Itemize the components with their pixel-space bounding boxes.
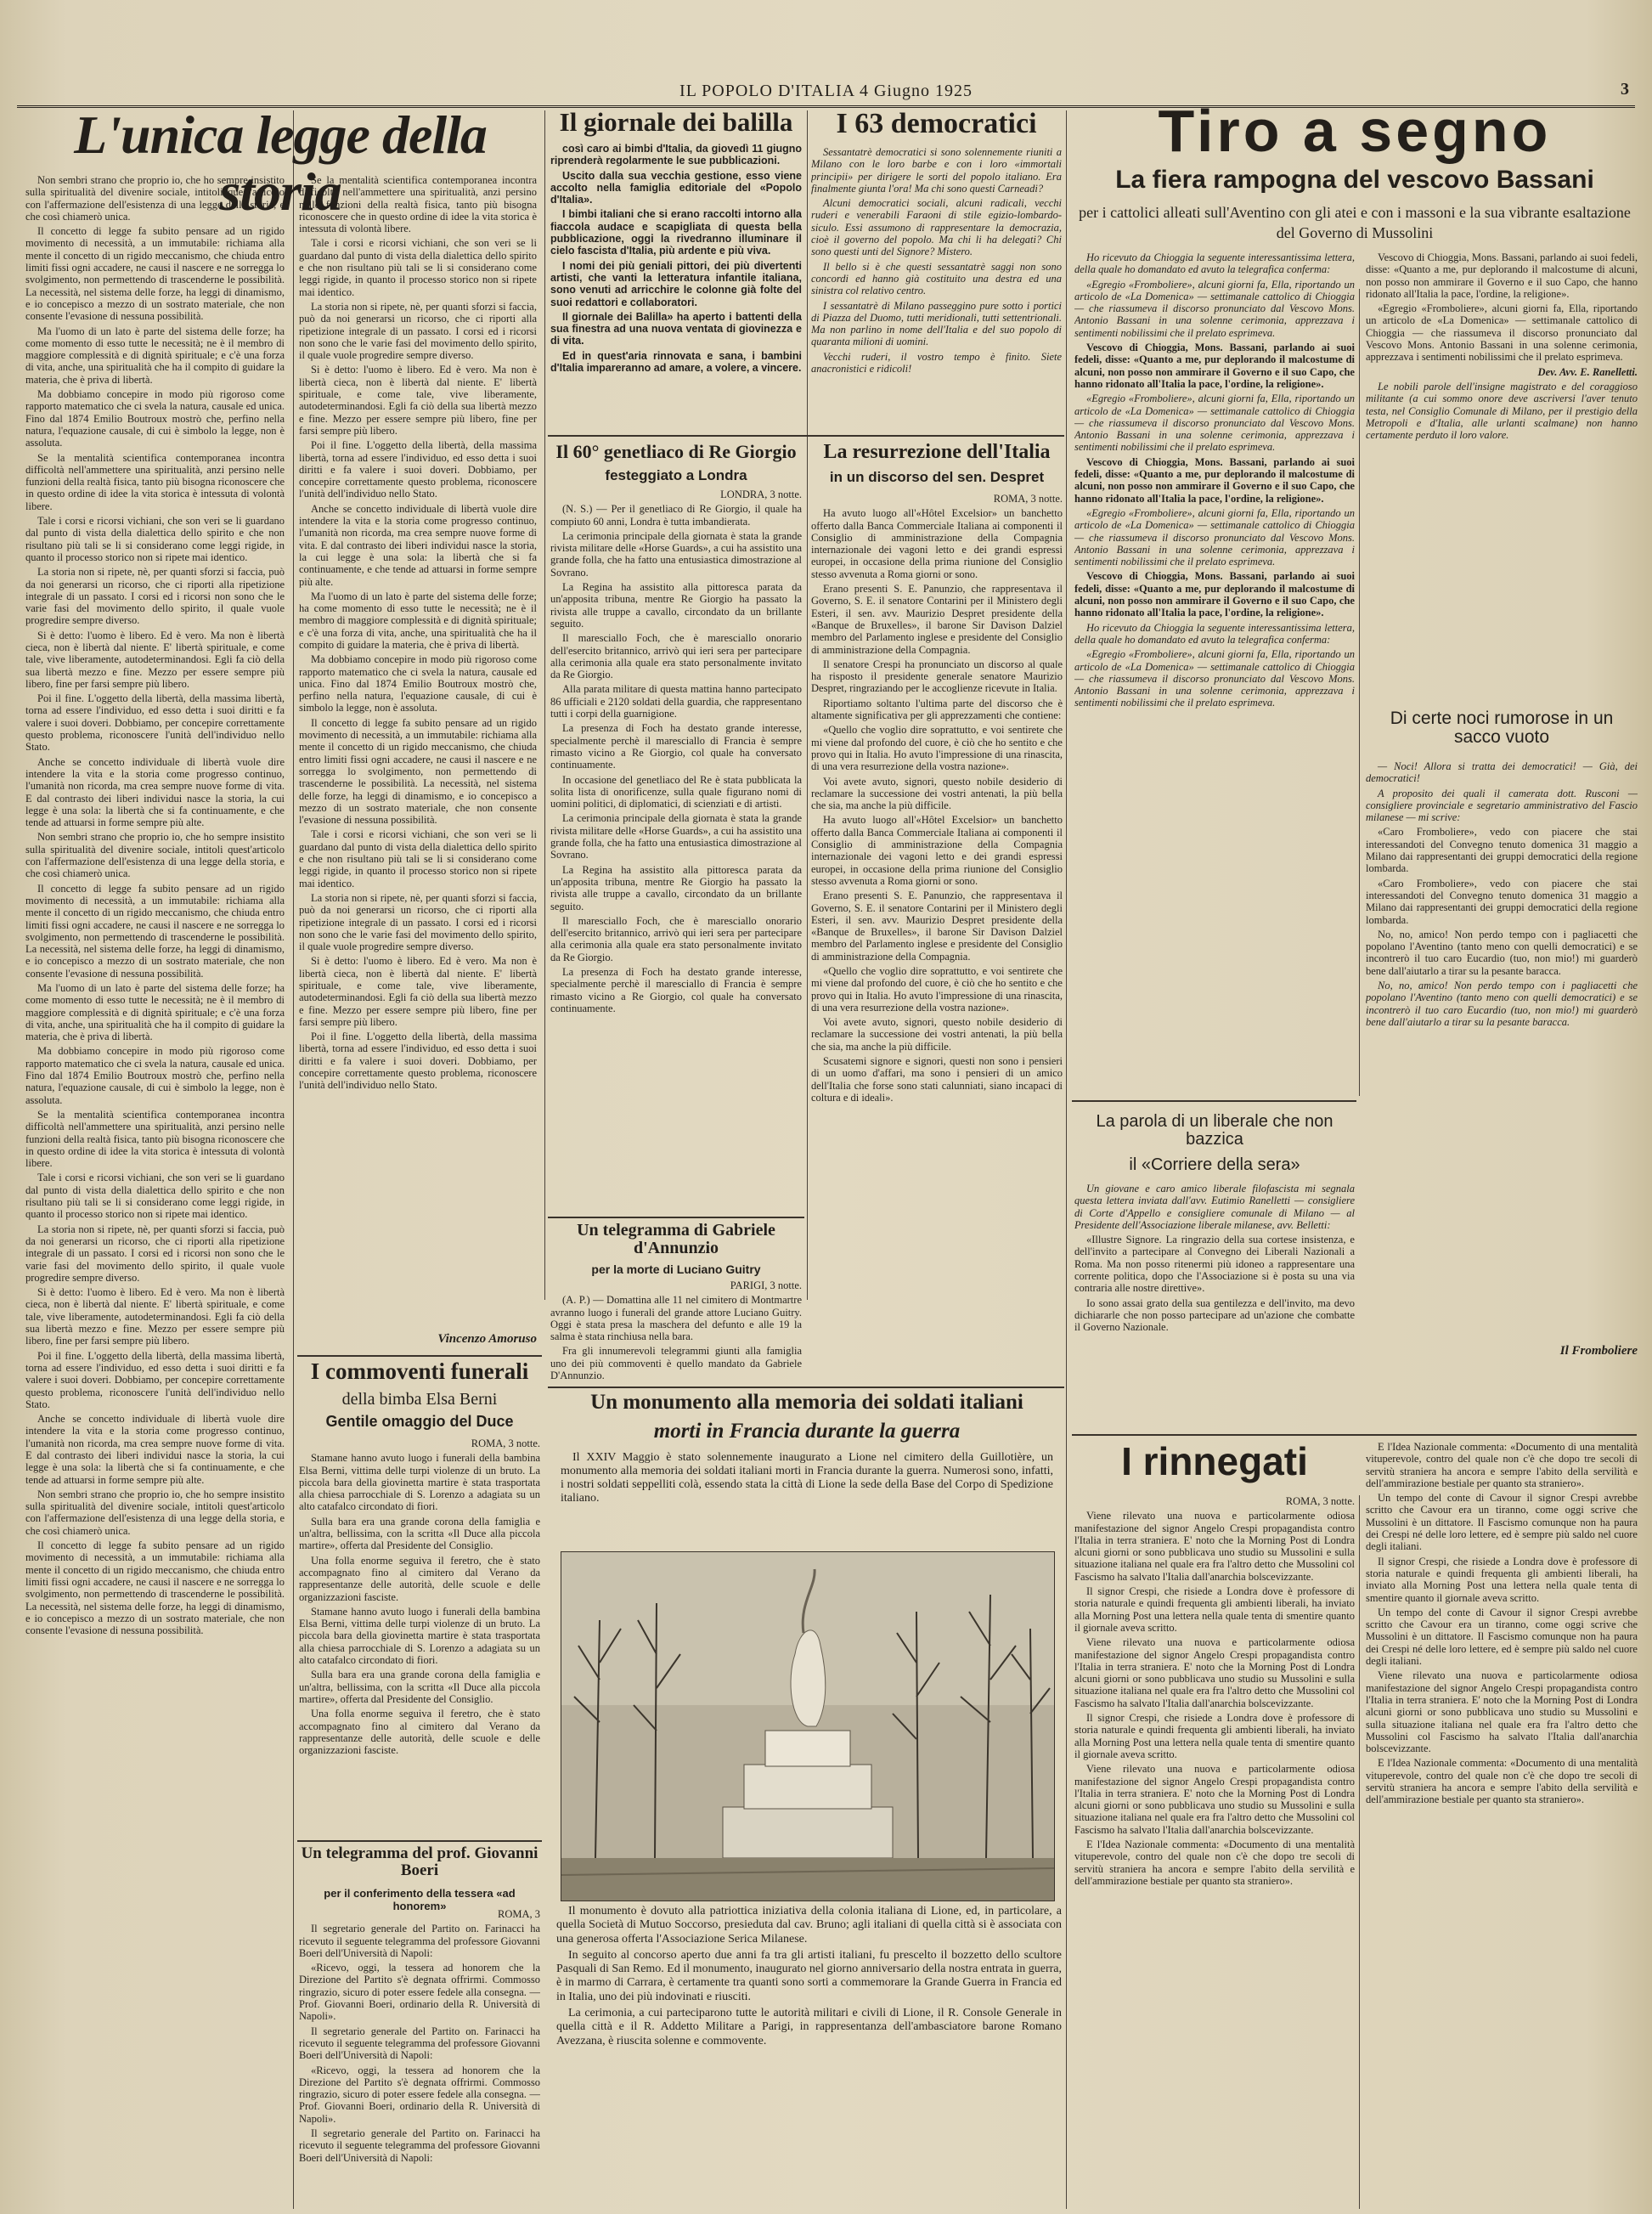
column-rule (1066, 110, 1067, 2209)
section-rule (1072, 1100, 1356, 1102)
article6-subheadline2: per i cattolici alleati sull'Aventino con gli atei e con i massoni e la sua vibrante esaltazione del Governo di Mussolini (1079, 204, 1631, 241)
article6-subheadline: La fiera rampogna del vescovo Bassani (1115, 166, 1594, 194)
article11-body: Il monumento è dovuto alla patriottica iniziativa della colonia italiana di Lione, ed, in particolare, a quella Società di Mutuo Soccorso, presieduta dal cav. Bruno; agli italiani di quella città si è associata con una generosa offerta l'Associazione Serica Milanese. In seguito al concorso aperto due anni fa tra gli artisti italiani, fu prescelto il bozzetto dello scultore Pasquali di San Remo. Ed il monumento, inaugurato nel giorno anniversario della nostra entrata in guerra, è in marmo di Carrara, è certamente tra quanti sono sorti a commemorare la Grande Guerra in Francia ed in Italia, uno dei più indovinati e riusciti. La cerimonia, a cui parteciparono tutte le autorità militari e civili di Lione, il R. Console Generale in quella città e il R. Addetto Militare a Parigi, in rappresentanza dell'ambasciatore barone Romano Avezzana, è riuscita solenne e commovente. (556, 1905, 1062, 2047)
section-rule (297, 1355, 542, 1357)
page-number: 3 (1621, 80, 1630, 99)
article11-subheadline: morti in Francia durante la guerra (653, 1420, 961, 1443)
article7-subheadline2: Gentile omaggio del Duce (325, 1413, 514, 1430)
article5-body: ROMA, 3 notte. Ha avuto luogo all'«Hôtel Excelsior» un banchetto offerto dalla Banca Commerciale Italiana ai componenti il Consiglio di amministrazione della Compagnia internazionale dei vagoni letto e dei grandi espressi europei, in occasione della prima riunione del Consiglio stesso avvenuta a Roma giorni or sono. Erano presenti S. E. Panunzio, che rappresentava il Governo, S. E. il senatore Contarini per il Ministero degli Esteri, il sen. avv. Maurizio Despret presidente della «Banque de Bruxelles», il barone Sir Davison Dalziel membro del Parlamento inglese e presidente del Consiglio di amministrazione della Compagnia. Il senatore Crespi ha pronunciato un discorso al quale ha risposto il presidente generale senatore Maurizio Despret, ringraziando per le accoglienze ricevute in Italia. Riportiamo soltanto l'ultima parte del discorso che è altamente significativa per gli apprezzamenti che contiene: «Quello che voglio dire soprattutto, e voi sentirete che mi viene dal profondo del cuore, è ciò che ho sentito e che provo qui in Italia. Ho avuto l'impressione di una rinascita, di una vera resurrezione della vostra nazione». Voi avete avuto, signori, questo nobile desiderio di reclamare la successione dei vostri antenati, la più bella che sia, ma anche la più difficile. Ha avuto luogo all'«Hôtel Excelsior» un banchetto offerto dalla Banca Commerciale Italiana ai componenti il Consiglio di amministrazione della Compagnia internazionale dei vagoni letto e dei grandi espressi europei, in occasione della prima riunione del Consiglio stesso avvenuta a Roma giorni or sono. Erano presenti S. E. Panunzio, che rappresentava il Governo, S. E. il senatore Contarini per il Ministero degli Esteri, il sen. avv. Maurizio Despret presidente della «Banque de Bruxelles», il barone Sir Davison Dalziel membro del Parlamento inglese e presidente del Consiglio di amministrazione della Compagnia. «Quello che voglio dire soprattutto, e voi sentirete che mi viene dal profondo del cuore, è ciò che ho sentito e che provo qui in Italia. Ho avuto l'impressione di una rinascita, di una vera resurrezione della vostra nazione». Voi avete avuto, signori, questo nobile desiderio di reclamare la successione dei vostri antenati, la più bella che sia, ma anche la più difficile. Scusatemi signore e signori, questi non sono i pensieri di un uomo d'affari, ma sono i pensieri di un amico dell'Italia che forse sono stati calunniati, siano incapaci di coltura e di ideali». (811, 493, 1063, 1104)
section-rule (297, 1840, 542, 1842)
article7-body: ROMA, 3 notte. Stamane hanno avuto luogo i funerali della bambina Elsa Berni, vittima delle turpi violenze di un bruto. La piccola bara della giovinetta martire è stata trasportata alla chiesa parrocchiale di S. Lorenzo a adagiata su un alto catafalco circondato di fiori. Sulla bara era una grande corona della famiglia e un'altra, bellissima, con la scritta «Il Duce alla piccola martire», offerta dal Presidente del Consiglio. Una folla enorme seguiva il feretro, che è stato accompagnato fino al cimitero dal Verano da rappresentanze delle autorità, delle scuole e delle organizzazioni fasciste. Stamane hanno avuto luogo i funerali della bambina Elsa Berni, vittima delle turpi violenze di un bruto. La piccola bara della giovinetta martire è stata trasportata alla chiesa parrocchiale di S. Lorenzo a adagiata su un alto catafalco circondato di fiori. Sulla bara era una grande corona della famiglia e un'altra, bellissima, con la scritta «Il Duce alla piccola martire», offerta dal Presidente del Consiglio. Una folla enorme seguiva il feretro, che è stato accompagnato fino al cimitero dal Verano da rappresentanze delle autorità, delle scuole e delle organizzazioni fasciste. (299, 1437, 540, 1757)
article5-subheadline: in un discorso del sen. Despret (829, 469, 1045, 485)
article3-headline: I 63 democratici (836, 108, 1037, 139)
article12-col2: E l'Idea Nazionale commenta: «Documento di una mentalità vituperevole, contro del quale non c'è che dopo tre secoli di servitù straniera ha ancora e sempre l'abito della servilità e dell'ammirazione bestiale per quanto sta straniero». Un tempo del conte di Cavour il signor Crespi avrebbe scritto che Cavour era un tiranno, come oggi scrive che Mussolini è un dittatore. Il Fascismo comunque non ha paura dei Crespi né delle loro lettere, ed è sempre più saldo nel cuore degli italiani. Il signor Crespi, che risiede a Londra dove è professore di storia naturale e quindi frequenta gli ambienti liberali, ha inviato alla Morning Post una lettera nella quale tenta di smentire quanto il giornale aveva scritto. Un tempo del conte di Cavour il signor Crespi avrebbe scritto che Cavour era un tiranno, come oggi scrive che Mussolini è un dittatore. Il Fascismo comunque non ha paura dei Crespi né delle loro lettere, ed è sempre più saldo nel cuore degli italiani. Viene rilevato una nuova e particolarmente odiosa manifestazione del signor Angelo Crespi propagandista contro l'Italia in terra straniera. E' noto che la Morning Post di Londra alcuni giorni or sono pubblicava uno studio su Mussolini e sulla situazione italiana nel quale era fra l'altro detto che Mussolini col Fascismo ha salvato l'Italia dall'anarchia bolscevizzante. E l'Idea Nazionale commenta: «Documento di una mentalità vituperevole, contro del quale non c'è che dopo tre secoli di servitù straniera ha ancora e sempre l'abito della servilità e dell'ammirazione bestiale per quanto sta straniero». (1366, 1441, 1638, 1806)
article6-signoff1: Dev. Avv. E. Ranelletti. (1537, 365, 1638, 378)
article12-col1: ROMA, 3 notte. Viene rilevato una nuova e particolarmente odiosa manifestazione del signor Angelo Crespi propagandista contro l'Italia in terra straniera. E' noto che la Morning Post di Londra alcuni giorni or sono pubblicava uno studio su Mussolini e sulla situazione italiana nel quale era fra l'altro detto che Mussolini col Fascismo ha salvato l'Italia dall'anarchia bolscevizzante. Il signor Crespi, che risiede a Londra dove è professore di storia naturale e quindi frequenta gli ambienti liberali, ha inviato alla Morning Post una lettera nella quale tenta di smentire quanto il giornale aveva scritto. Viene rilevato una nuova e particolarmente odiosa manifestazione del signor Angelo Crespi propagandista contro l'Italia in terra straniera. E' noto che la Morning Post di Londra alcuni giorni or sono pubblicava uno studio su Mussolini e sulla situazione italiana nel quale era fra l'altro detto che Mussolini col Fascismo ha salvato l'Italia dall'anarchia bolscevizzante. Il signor Crespi, che risiede a Londra dove è professore di storia naturale e quindi frequenta gli ambienti liberali, ha inviato alla Morning Post una lettera nella quale tenta di smentire quanto il giornale aveva scritto. Viene rilevato una nuova e particolarmente odiosa manifestazione del signor Angelo Crespi propagandista contro l'Italia in terra straniera. E' noto che la Morning Post di Londra alcuni giorni or sono pubblicava uno studio su Mussolini e sulla situazione italiana nel quale era fra l'altro detto che Mussolini col Fascismo ha salvato l'Italia dall'anarchia bolscevizzante. E l'Idea Nazionale commenta: «Documento di una mentalità vituperevole, contro del quale non c'è che dopo tre secoli di servitù straniera ha ancora e sempre l'abito della servilità e dell'ammirazione bestiale per quanto sta straniero». (1074, 1495, 1355, 1887)
article8-headline: Un telegramma del prof. Giovanni Boeri (301, 1844, 538, 1879)
article6-headline: Tiro a segno (1158, 98, 1552, 164)
article8-subheadline: per il conferimento della tessera «ad honorem» (324, 1887, 516, 1912)
column-rule (544, 110, 545, 1300)
article6-col2: Vescovo di Chioggia, Mons. Bassani, parlando ai suoi fedeli, disse: «Quanto a me, pur deplorando il malcostume di alcuni, non posso non ammirare il Governo e il suo Capo, che hanno ridonato all'Italia la pace, l'ordine, la religione». «Egregio «Fromboliere», alcuni giorni fa, Ella, riportando un articolo de «La Domenica» — settimanale cattolico di Chioggia — che riassumeva il discorso pronunciato dal Vescovo Mons. Antonio Bassani in una solenne cerimonia, apprezzava i sentimenti nobilissimi che il prelato esprimeva. Dev. Avv. E. Ranelletti. Le nobili parole dell'insigne magistrato e del coraggioso militante (a cui sommo onore deve ascriversi l'aver tenuto testa, nel Consiglio Comunale di Milano, per il prestigio della Metropoli e d'Italia, alle urlanti scalmane) non hanno certamente perduto il loro valore. (1366, 251, 1638, 442)
section-rule (548, 1217, 804, 1218)
article9-subheadline: per la morte di Luciano Guitry (591, 1262, 761, 1276)
article2-body: così caro ai bimbi d'Italia, da giovedì 11 giugno riprenderà regolarmente le sue pubblicazioni. Uscito dalla sua vecchia gestione, esso viene accolto nella famiglia editoriale del «Popolo d'Italia». I bimbi italiani che si erano raccolti intorno alla fiaccola audace e scapigliata di questa bella pubblicazione, oggi la rivedranno illuminare il cielo fascista d'Italia, più ardente e più viva. I nomi dei più geniali pittori, dei più divertenti artisti, che vanti la letteratura infantile italiana, sono venuti ad arricchire le colonne già folte del suoi redattori e collaboratori. Il giornale dei Balilla» ha aperto i battenti della sua finestra ad una nuova ventata di giovinezza e di vita. Ed in quest'aria rinnovata e sana, i bambini d'Italia impareranno ad amare, a volere, a vincere. (550, 143, 802, 375)
article9-headline: Un telegramma di Gabriele d'Annunzio (577, 1221, 775, 1257)
article1-headline: L'unica legge della storia (74, 104, 487, 223)
article11-headline: Un monumento alla memoria dei soldati italiani (590, 1391, 1023, 1414)
article5-headline: La resurrezione dell'Italia (823, 441, 1051, 463)
article9-body: PARIGI, 3 notte. (A. P.) — Domattina alle 11 nel cimitero di Montmartre avranno luogo i funerali del grande attore Luciano Guitry. Oggi è stata presa la maschera del defunto e alle 19 la salma è stata rinchiusa nella bara. Fra gli innumerevoli telegrammi giunti alla famiglia uno dei più commoventi è quello mandato da Gabriele D'Annunzio. (550, 1279, 802, 1382)
column-rule (293, 110, 294, 2209)
monument-photo (561, 1551, 1055, 1901)
article4-headline: Il 60° genetliaco di Re Giorgio (555, 441, 797, 462)
column-rule (807, 110, 808, 1300)
monument-image (561, 1552, 1054, 1901)
section-rule (548, 435, 1064, 437)
article10-body: Un giovane e caro amico liberale filofascista mi segnala questa lettera inviata dall'avv. Eutimio Ranelletti — consigliere di Corte d'Appello e consigliere comunale di Milano — al Presidente dell'Associazione liberale milanese, avv. Belletti: «Illustre Signore. La ringrazio della sua cortese insistenza, e dell'invito a partecipare al Convegno dei Liberali Nazionali a Roma. Ma non posso ritenermi più idoneo a rappresentare una corrente politica, dopo che l'Associazione si è posta su una via contraria alle nostre direttive». Io sono assai grato della sua gentilezza e dell'invito, ma devo dichiararle che non posso partecipare ad un'azione che combatte il Governo Nazionale. (1074, 1183, 1355, 1334)
article6-col2b: — Noci! Allora si tratta dei democratici! — Già, dei democratici! A proposito dei quali il camerata dott. Rusconi — consigliere provinciale e segretario amministrativo del Fascio milanese — mi scrive: «Caro Fromboliere», vedo con piacere che stai interessandoti del Convegno tenuto domenica 31 maggio a Milano dai rappresentanti dei gruppi democratici della regione lombarda. «Caro Fromboliere», vedo con piacere che stai interessandoti del Convegno tenuto domenica 31 maggio a Milano dai rappresentanti dei gruppi democratici della regione lombarda. No, no, amico! Non perdo tempo con i pagliacetti che popolano l'Aventino (tanto meno con quelli democratici) e se incontrerò il tuo caro Eucardio (tuo, non mio!) mi guarderò bene dall'aiutarlo a tirar su la pesante baracca. No, no, amico! Non perdo tempo con i pagliacetti che popolano l'Aventino (tanto meno con quelli democratici) e se incontrerò il tuo caro Eucardio (tuo, non mio!) mi guarderò bene dall'aiutarlo a tirar su la pesante baracca. (1366, 760, 1638, 1028)
article10-subheadline: il «Corriere della sera» (1129, 1155, 1300, 1174)
article12-headline: I rinnegati (1121, 1439, 1308, 1483)
article1-col1: Non sembri strano che proprio io, che ho sempre insistito sulla spiritualità del divenire sociale, intitoli quest'articolo con l'affermazione dell'esistenza di una legge della storia, e che così chiamerò unica. Il concetto di legge fa subito pensare ad un rigido movimento di necessità, a un immutabile: richiama alla mente il concetto di un rigido meccanismo, che chiuda entro limiti fissi ogni accadere, ne causi il nascere e ne sorregga lo svolgimento, non permettendo di trascenderne le possibilità. La necessità, nel sistema delle forze, ha leggi di dinamismo, e io concepisco a mezzo di un sostrato materiale, che non consente l'evasione di nessuna possibilità. Ma l'uomo di un lato è parte del sistema delle forze; ha come momento di esso tutte le necessità; ne è il membro di maggiore complessità e di dignità spirituale; e c'è una forza di vita, anche, una spiritualità che ha il compito di guidare la materia, che è priva di libertà. Ma dobbiamo concepire in modo più rigoroso come rapporto matematico che ci svela la natura, causale ed unica. Fino dal 1874 Emilio Boutroux mostrò che, perfino nella natura, l'equazione causale, di cui è simbolo la legge, non è assoluta. Se la mentalità scientifica contemporanea incontra difficoltà nell'ammettere una spiritualità, anzi persino nelle funzioni della realtà fisica, tanto più bisogna riconoscere che in questo ordine di idee la vita storica è intessuta di volontà libere. Tale i corsi e ricorsi vichiani, che son veri se li guardano dal punto di vista della dialettica dello spirito e che non risultano più tali se li si considerano come leggi rigide, in quanto il processo storico non si ripete mai identico. La storia non si ripete, nè, per quanti sforzi si faccia, può da noi generarsi un ricorso, che ci riporti alla ripetizione integrale di un passato. I corsi ed i ricorsi non sono che le varie fasi del movimento dello spirito, il quale vuole progredire sempre diverso. Si è detto: l'uomo è libero. Ed è vero. Ma non è libertà cieca, non è libertà dal niente. E' libertà spirituale, e come tale, vive liberamente, autodeterminandosi. Egli fa ciò della sua libertà mezzo e fine. Mezzo per essere sempre più libero, fine per farsi sempre più libero. Poi il fine. L'oggetto della libertà, della massima libertà, torna ad essere l'individuo, ed esso detta i suoi diritti e fa valere i suoi doveri. Dobbiamo, per concepire correttamente questo problema, riconoscere l'unità dell'individuo nello Stato. Anche se concetto individuale di libertà vuole dire intendere la vita e la storia come progresso continuo, l'umanità non ricorda, ma crea sempre nuove forme di vita. E dal contrasto dei liberi individui nasce la storia, la cui legge è una sola: la libertà che si fa continuamente, e che tende ad attuarsi in forme sempre più alte. Non sembri strano che proprio io, che ho sempre insistito sulla spiritualità del divenire sociale, intitoli quest'articolo con l'affermazione dell'esistenza di una legge della storia, e che così chiamerò unica. Il concetto di legge fa subito pensare ad un rigido movimento di necessità, a un immutabile: richiama alla mente il concetto di un rigido meccanismo, che chiuda entro limiti fissi ogni accadere, ne causi il nascere e ne sorregga lo svolgimento, non permettendo di trascenderne le possibilità. La necessità, nel sistema delle forze, ha leggi di dinamismo, e io concepisco a mezzo di un sostrato materiale, che non consente l'evasione di nessuna possibilità. Ma l'uomo di un lato è parte del sistema delle forze; ha come momento di esso tutte le necessità; ne è il membro di maggiore complessità e di dignità spirituale; e c'è una forza di vita, anche, una spiritualità che ha il compito di guidare la materia, che è priva di libertà. Ma dobbiamo concepire in modo più rigoroso come rapporto matematico che ci svela la natura, causale ed unica. Fino dal 1874 Emilio Boutroux mostrò che, perfino nella natura, l'equazione causale, di cui è simbolo la legge, non è assoluta. Se la mentalità scientifica contemporanea incontra difficoltà nell'ammettere una spiritualità, anzi persino nelle funzioni della realtà fisica, tanto più bisogna riconoscere che in questo ordine di idee la vita storica è intessuta di volontà libere. Tale i corsi e ricorsi vichiani, che son veri se li guardano dal punto di vista della dialettica dello spirito e che non risultano più tali se li si considerano come leggi rigide, in quanto il processo storico non si ripete mai identico. La storia non si ripete, nè, per quanti sforzi si faccia, può da noi generarsi un ricorso, che ci riporti alla ripetizione integrale di un passato. I corsi ed i ricorsi non sono che le varie fasi del movimento dello spirito, il quale vuole progredire sempre diverso. Si è detto: l'uomo è libero. Ed è vero. Ma non è libertà cieca, non è libertà dal niente. E' libertà spirituale, e come tale, vive liberamente, autodeterminandosi. Egli fa ciò della sua libertà mezzo e fine. Mezzo per essere sempre più libero, fine per farsi sempre più libero. Poi il fine. L'oggetto della libertà, della massima libertà, torna ad essere l'individuo, ed esso detta i suoi diritti e fa valere i suoi doveri. Dobbiamo, per concepire correttamente questo problema, riconoscere l'unità dell'individuo nello Stato. Anche se concetto individuale di libertà vuole dire intendere la vita e la storia come progresso continuo, l'umanità non ricorda, ma crea sempre nuove forme di vita. E dal contrasto dei liberi individui nasce la storia, la cui legge è una sola: la libertà che si fa continuamente, e che tende ad attuarsi in forme sempre più alte. Non sembri strano che proprio io, che ho sempre insistito sulla spiritualità del divenire sociale, intitoli quest'articolo con l'affermazione dell'esistenza di una legge della storia, e che così chiamerò unica. Il concetto di legge fa subito pensare ad un rigido movimento di necessità, a un immutabile: richiama alla mente il concetto di un rigido meccanismo, che chiuda entro limiti fissi ogni accadere, ne causi il nascere e ne sorregga lo svolgimento, non permettendo di trascenderne le possibilità. La necessità, nel sistema delle forze, ha leggi di dinamismo, e io concepisco a mezzo di un sostrato materiale, che non consente l'evasione di nessuna possibilità. (25, 174, 285, 1637)
article7-subheadline: della bimba Elsa Berni (341, 1390, 498, 1409)
article6-subheadline3: Di certe noci rumorose in un sacco vuoto (1390, 709, 1614, 748)
article6-signoff2: Il Fromboliere (1559, 1344, 1638, 1358)
article1-col2: Se la mentalità scientifica contemporanea incontra difficoltà nell'ammettere una spiritualità, anzi persino nelle funzioni della realtà fisica, tanto più bisogna riconoscere che in questo ordine di idee la vita storica è intessuta di volontà libere. Tale i corsi e ricorsi vichiani, che son veri se li guardano dal punto di vista della dialettica dello spirito e che non risultano più tali se li si considerano come leggi rigide, in quanto il processo storico non si ripete mai identico. La storia non si ripete, nè, per quanti sforzi si faccia, può da noi generarsi un ricorso, che ci riporti alla ripetizione integrale di un passato. I corsi ed i ricorsi non sono che le varie fasi del movimento dello spirito, il quale vuole progredire sempre diverso. Si è detto: l'uomo è libero. Ed è vero. Ma non è libertà cieca, non è libertà dal niente. E' libertà spirituale, e come tale, vive liberamente, autodeterminandosi. Egli fa ciò della sua libertà mezzo e fine. Mezzo per essere sempre più libero, fine per farsi sempre più libero. Poi il fine. L'oggetto della libertà, della massima libertà, torna ad essere l'individuo, ed esso detta i suoi diritti e fa valere i suoi doveri. Dobbiamo, per concepire correttamente questo problema, riconoscere l'unità dell'individuo nello Stato. Anche se concetto individuale di libertà vuole dire intendere la vita e la storia come progresso continuo, l'umanità non ricorda, ma crea sempre nuove forme di vita. E dal contrasto dei liberi individui nasce la storia, la cui legge è una sola: la libertà che si fa continuamente, e che tende ad attuarsi in forme sempre più alte. Ma l'uomo di un lato è parte del sistema delle forze; ha come momento di esso tutte le necessità; ne è il membro di maggiore complessità e di dignità spirituale; e c'è una forza di vita, anche, una spiritualità che ha il compito di guidare la materia, che è priva di libertà. Ma dobbiamo concepire in modo più rigoroso come rapporto matematico che ci svela la natura, causale ed unica. Fino dal 1874 Emilio Boutroux mostrò che, perfino nella natura, l'equazione causale, di cui è simbolo la legge, non è assoluta. Il concetto di legge fa subito pensare ad un rigido movimento di necessità, a un immutabile: richiama alla mente il concetto di un rigido meccanismo, che chiuda entro limiti fissi ogni accadere, ne causi il nascere e ne sorregga lo svolgimento, non permettendo di trascenderne le possibilità. La necessità, nel sistema delle forze, ha leggi di dinamismo, e io concepisco a mezzo di un sostrato materiale, che non consente l'evasione di nessuna possibilità. Tale i corsi e ricorsi vichiani, che son veri se li guardano dal punto di vista della dialettica dello spirito e che non risultano più tali se li si considerano come leggi rigide, in quanto il processo storico non si ripete mai identico. La storia non si ripete, nè, per quanti sforzi si faccia, può da noi generarsi un ricorso, che ci riporti alla ripetizione integrale di un passato. I corsi ed i ricorsi non sono che le varie fasi del movimento dello spirito, il quale vuole progredire sempre diverso. Si è detto: l'uomo è libero. Ed è vero. Ma non è libertà cieca, non è libertà dal niente. E' libertà spirituale, e come tale, vive liberamente, autodeterminandosi. Egli fa ciò della sua libertà mezzo e fine. Mezzo per essere sempre più libero, fine per farsi sempre più libero. Poi il fine. L'oggetto della libertà, della massima libertà, torna ad essere l'individuo, ed esso detta i suoi diritti e fa valere i suoi doveri. Dobbiamo, per concepire correttamente questo problema, riconoscere l'unità dell'individuo nello Stato. (299, 174, 537, 1092)
article10-headline: La parola di un liberale che non bazzica (1096, 1112, 1333, 1149)
article6-col1: Ho ricevuto da Chioggia la seguente interessantissima lettera, della quale ho domandato ed avuto la telegrafica conferma: «Egregio «Fromboliere», alcuni giorni fa, Ella, riportando un articolo de «La Domenica» — settimanale cattolico di Chioggia — che riassumeva il discorso pronunciato dal Vescovo Mons. Antonio Bassani in una solenne cerimonia, apprezzava i sentimenti nobilissimi che il prelato esprimeva. Vescovo di Chioggia, Mons. Bassani, parlando ai suoi fedeli, disse: «Quanto a me, pur deplorando il malcostume di alcuni, non posso non ammirare il Governo e il suo Capo, che hanno ridonato all'Italia la pace, l'ordine, la religione». «Egregio «Fromboliere», alcuni giorni fa, Ella, riportando un articolo de «La Domenica» — settimanale cattolico di Chioggia — che riassumeva il discorso pronunciato dal Vescovo Mons. Antonio Bassani in una solenne cerimonia, apprezzava i sentimenti nobilissimi che il prelato esprimeva. Vescovo di Chioggia, Mons. Bassani, parlando ai suoi fedeli, disse: «Quanto a me, pur deplorando il malcostume di alcuni, non posso non ammirare il Governo e il suo Capo, che hanno ridonato all'Italia la pace, l'ordine, la religione». «Egregio «Fromboliere», alcuni giorni fa, Ella, riportando un articolo de «La Domenica» — settimanale cattolico di Chioggia — che riassumeva il discorso pronunciato dal Vescovo Mons. Antonio Bassani in una solenne cerimonia, apprezzava i sentimenti nobilissimi che il prelato esprimeva. Vescovo di Chioggia, Mons. Bassani, parlando ai suoi fedeli, disse: «Quanto a me, pur deplorando il malcostume di alcuni, non posso non ammirare il Governo e il suo Capo, che hanno ridonato all'Italia la pace, l'ordine, la religione». Ho ricevuto da Chioggia la seguente interessantissima lettera, della quale ho domandato ed avuto la telegrafica conferma: «Egregio «Fromboliere», alcuni giorni fa, Ella, riportando un articolo de «La Domenica» — settimanale cattolico di Chioggia — che riassumeva il discorso pronunciato dal Vescovo Mons. Antonio Bassani in una solenne cerimonia, apprezzava i sentimenti nobilissimi che il prelato esprimeva. (1074, 251, 1355, 709)
article1-byline: Vincenzo Amoruso (437, 1332, 537, 1346)
article11-intro: Il XXIV Maggio è stato solennemente inaugurato a Lione nel cimitero della Guillotière, un monumento alla memoria dei soldati italiani morti in Francia durante la guerra. Numerosi sono, infatti, i nostri soldati seppelliti colà, essendo stata la città di Lione la sede della Base del Corpo di Spedizione italiano. (561, 1451, 1053, 1505)
column-rule (1359, 1495, 1360, 2209)
section-rule (1072, 1434, 1637, 1436)
article2-headline: Il giornale dei balilla (559, 107, 793, 137)
article4-body: LONDRA, 3 notte. (N. S.) — Per il genetliaco di Re Giorgio, il quale ha compiuto 60 anni, Londra è tutta imbandierata. La cerimonia principale della giornata è stata la grande rivista militare delle «Horse Guards», a cui ha assistito una grande folla, che ha fatto una entusiastica dimostrazione al Sovrano. La Regina ha assistito alla pittoresca parata da un'apposita tribuna, mentre Re Giorgio ha passato la rivista alle truppe a cavallo, circondato da un brillante seguito. Il maresciallo Foch, che è maresciallo onorario dell'esercito britannico, arrivò qui ieri sera per partecipare alla cerimonia alla quale era stato personalmente invitato da Re Giorgio. Alla parata militare di questa mattina hanno partecipato 86 ufficiali e 2120 soldati della guardia, che rappresentano tutti i corpi della guarnigione. La presenza di Foch ha destato grande interesse, specialmente perchè il maresciallo di Francia è sempre rimasto vicino a Re Giorgio, col quale ha conversato continuamente. In occasione del genetliaco del Re è stata pubblicata la solita lista di onorificenze, sulla quale figurano nomi di uomini politici, di diplomatici, di scienziati e di artisti. La cerimonia principale della giornata è stata la grande rivista militare delle «Horse Guards», a cui ha assistito una grande folla, che ha fatto una entusiastica dimostrazione al Sovrano. La Regina ha assistito alla pittoresca parata da un'apposita tribuna, mentre Re Giorgio ha passato la rivista alle truppe a cavallo, circondato da un brillante seguito. Il maresciallo Foch, che è maresciallo onorario dell'esercito britannico, arrivò qui ieri sera per partecipare alla cerimonia alla quale era stato personalmente invitato da Re Giorgio. La presenza di Foch ha destato grande interesse, specialmente perchè il maresciallo di Francia è sempre rimasto vicino a Re Giorgio, col quale ha conversato continuamente. (550, 489, 802, 1014)
column-rule (1359, 289, 1360, 1096)
article8-body: ROMA, 3 Il segretario generale del Partito on. Farinacci ha ricevuto il seguente telegramma del professore Giovanni Boeri dell'Università di Napoli: «Ricevo, oggi, la tessera ad honorem che la Direzione del Partito s'è degnata offrirmi. Commosso ringrazio, sicuro di poter essere fedele alla consegna. — Prof. Giovanni Boeri, ordinario della R. Università di Napoli». Il segretario generale del Partito on. Farinacci ha ricevuto il seguente telegramma del professore Giovanni Boeri dell'Università di Napoli: «Ricevo, oggi, la tessera ad honorem che la Direzione del Partito s'è degnata offrirmi. Commosso ringrazio, sicuro di poter essere fedele alla consegna. — Prof. Giovanni Boeri, ordinario della R. Università di Napoli». Il segretario generale del Partito on. Farinacci ha ricevuto il seguente telegramma del professore Giovanni Boeri dell'Università di Napoli: (299, 1908, 540, 2164)
article7-headline: I commoventi funerali (310, 1358, 529, 1384)
masthead-title: IL POPOLO D'ITALIA 4 Giugno 1925 (679, 82, 973, 100)
section-rule (548, 1387, 1064, 1388)
article4-subheadline: festeggiato a Londra (605, 467, 747, 483)
article3-body: Sessantatrè democratici si sono solennemente riuniti a Milano con le loro barbe e con i loro «immortali principii» per dirigere le sorti del popolo italiano. Era finalmente giunta l'ora! Ma chi sono questi Carneadi? Alcuni democratici sociali, alcuni radicali, vecchi ruderi e venerabili Faraoni di stile egizio-lombardo-siculo. Essi assumono di rappresentare la democrazia, cioè il governo del popolo. Ma chi li ha delegati? Chi sono questi unti del Signore? Mistero. Il bello si è che questi sessantatrè saggi non sono concordi ed hanno già costituito una destra ed una sinistra col relativo centro. I sessantatrè di Milano passeggino pure sotto i portici di Piazza del Duomo, tutti meridionali, tutti settentrionali. Ma non parlino in nome dell'Italia e del suo popolo di quaranta milioni di uomini. Vecchi ruderi, il vostro tempo è finito. Siete anacronistici e ridicoli! (811, 146, 1062, 376)
